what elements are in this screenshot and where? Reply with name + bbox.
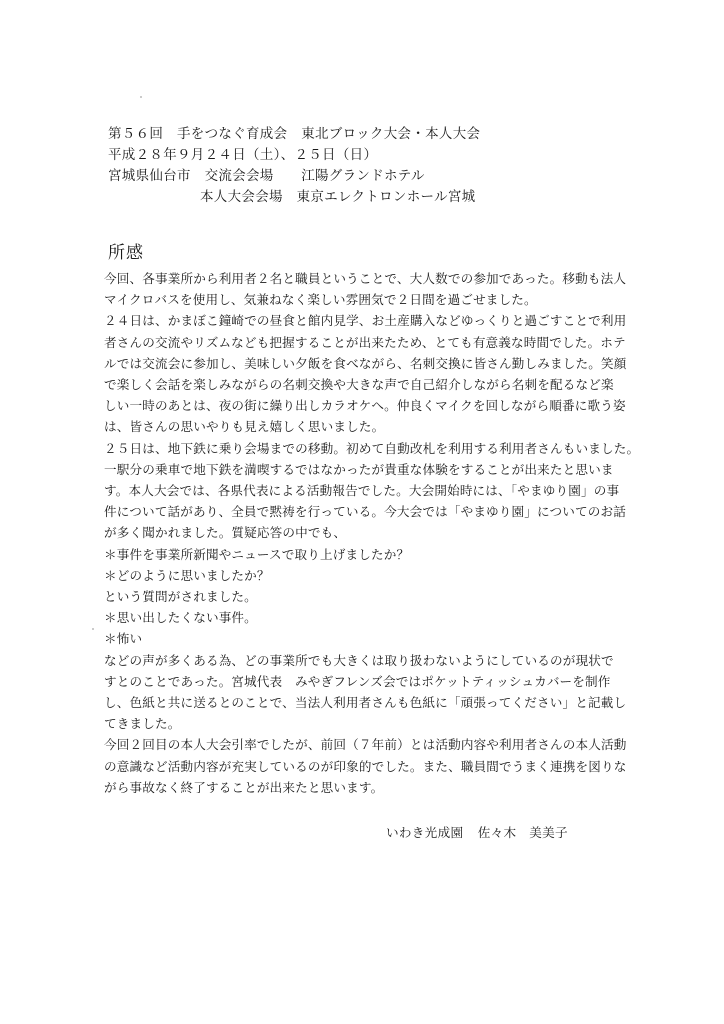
body-line: などの声が多くある為、どの事業所でも大きくは取り扱わないようにしているのが現状で [104,652,614,668]
event-title: 第５６回 手をつなぐ育成会 東北ブロック大会・本人大会 [108,126,481,142]
body-line: がら事故なく終了することが出来たと思います。 [104,779,384,795]
body-line: ルでは交流会に参加し、美味しい夕飯を食べながら、名刺交換に皆さん勤しみました。笑顔 [104,355,627,371]
signature-name: 佐々木 美美子 [477,825,568,840]
body-line: ＊事件を事業所新聞やニュースで取り上げましたか？ [104,546,410,562]
body-line: 今回２回目の本人大会引率でしたが、前回（７年前）とは活動内容や利用者さんの本人活動 [104,737,627,753]
body-line: マイクロバスを使用し、気兼ねなく楽しい雰囲気で２日間を過ごせました。 [104,292,537,308]
scan-artifact [92,628,94,630]
body-line: 一駅分の乗車で地下鉄を満喫するではなかったが貴重な体験をすることが出来たと思いま [104,461,614,477]
event-venue-main: 本人大会会場 東京エレクトロンホール宮城 [200,189,476,205]
body-line: ＊思い出したくない事件。 [104,610,257,626]
body-line: し、色紙と共に送るとのことで、当法人利用者さんも色紙に「頑張ってください」と記載し [104,695,627,711]
body-line: す。本人大会では、各県代表による活動報告でした。大会開始時には、「やまゆり園」の事 [104,483,620,499]
body-line: ＊どのように思いましたか？ [104,567,270,583]
scan-artifact [140,96,142,98]
event-header [108,124,648,208]
section-title: 所感 [108,243,144,263]
signature [386,822,568,841]
body-line: 件について話があり、全員で黙祷を行っている。今大会では「やまゆり園」についてのお話 [104,504,626,520]
report-body [104,268,640,798]
body-line: 者さんの交流やリズムなども把握することが出来たため、とても有意義な時間でした。ホテ [104,334,626,350]
body-line: ２４日は、かまぼこ鐘崎での昼食と館内見学、お土産購入などゆっくりと過ごすことで利用 [104,313,627,329]
body-line: の意識など活動内容が充実しているのが印象的でした。また、職員間でうまく連携を図りな [104,758,627,774]
body-line: てきました。 [104,716,181,732]
body-line: すとのことであった。宮城代表 みやぎフレンズ会ではポケットティッシュカバーを制作 [104,673,611,689]
body-line: は、皆さんの思いやりも見え嬉しく思いました。 [104,419,385,435]
body-line: で楽しく会話を楽しみながらの名刺交換や大きな声で自己紹介しながら名刺を配るなど楽 [104,377,614,393]
event-date: 平成２８年９月２４日（土）、２５日（日） [108,147,378,163]
body-line: ＊怖い [104,631,143,647]
body-line: しい一時のあとは、夜の街に繰り出しカラオケへ。仲良くマイクを回しながら順番に歌う姿 [104,398,626,414]
body-line: ２５日は、地下鉄に乗り会場までの移動。初めて自動改札を利用する利用者さんもいました。 [104,440,640,456]
event-venue-exchange: 宮城県仙台市 交流会会場 江陽グランドホテル [108,168,425,184]
signature-organization: いわき光成園 [386,825,464,840]
body-line: 今回、各事業所から利用者２名と職員ということで、大人数での参加であった。移動も法人 [104,271,627,286]
body-line: という質問がされました。 [104,589,257,605]
body-line: が多く聞かれました。質疑応答の中でも、 [104,525,347,541]
